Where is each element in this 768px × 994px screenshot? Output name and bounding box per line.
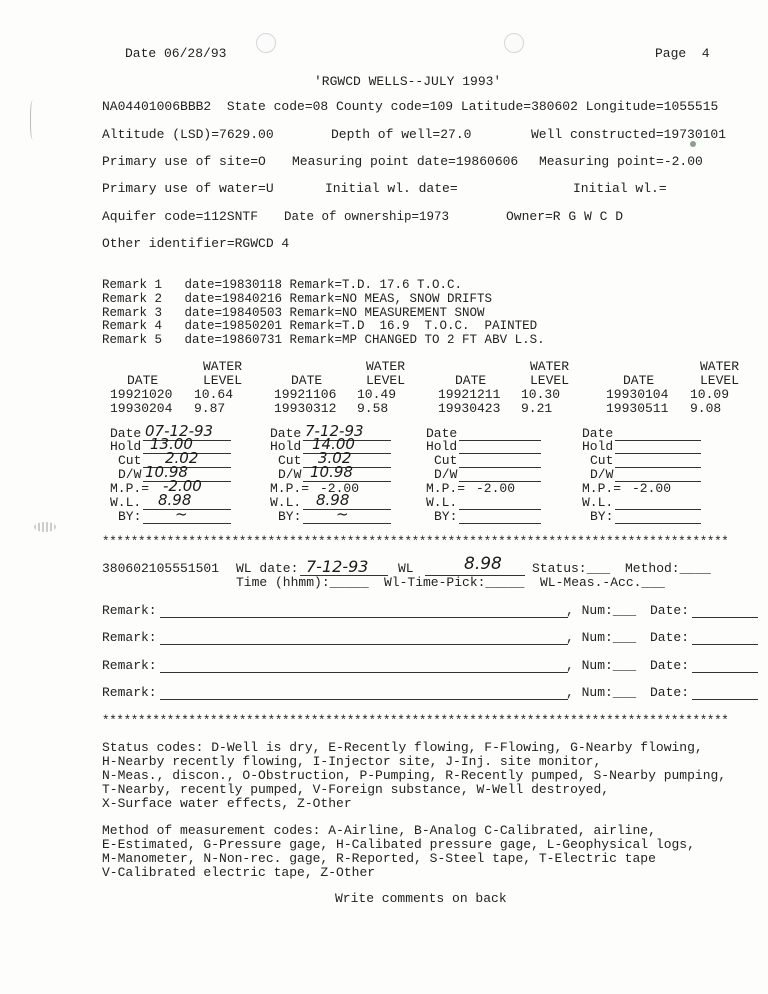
punch-hole-right (504, 33, 524, 53)
form3-cut-label: Cut (434, 453, 458, 468)
remark-num[interactable]: , Num:___ (566, 630, 637, 645)
initial-wl: Initial wl.= (573, 181, 667, 196)
wl-date-cell: 19930104 (606, 387, 669, 402)
wl-date-cell: 19930204 (110, 401, 173, 416)
report-date: Date 06/28/93 (125, 46, 227, 61)
form4-cut-label: Cut (590, 453, 614, 468)
form2-wl-value[interactable]: 8.98 (316, 491, 350, 509)
wl-date-cell: 19921211 (438, 387, 501, 402)
form1-cut-label: Cut (118, 453, 142, 468)
remark-label: Remark: (102, 630, 157, 645)
wl-date-cell: 19930423 (438, 401, 501, 416)
form4-date-line (615, 440, 701, 441)
form4-wl-label: W.L. (582, 495, 614, 510)
head-date-2: DATE (291, 373, 323, 388)
method-codes-line: Method of measurement codes: A-Airline, B-Analog C-Calibrated, airline, (102, 823, 656, 838)
form2-by-initials[interactable]: ~ (336, 505, 349, 523)
primary-use-site: Primary use of site=O (102, 154, 266, 169)
head-date-4: DATE (623, 373, 655, 388)
form3-date-label: Date (426, 426, 458, 441)
form4-by-line (615, 523, 701, 524)
status-codes-line: X-Surface water effects, Z-Other (102, 796, 352, 811)
well-id-line: NA04401006BBB2 State code=08 County code=109 Latitude=380602 Longitude=1055515 (102, 99, 719, 114)
form1-mp-value[interactable]: -2.00 (163, 477, 202, 495)
wl-level-cell: 10.30 (521, 387, 561, 402)
head-level-4: LEVEL (700, 373, 740, 388)
scan-mark-left (30, 100, 37, 140)
form1-mp-label: M.P.= (110, 481, 150, 496)
remark-date-input-1[interactable] (692, 617, 758, 618)
form1-hold-label: Hold (110, 439, 142, 454)
remark-label: Remark: (102, 603, 157, 618)
remark-date-label: Date: (650, 630, 690, 645)
head-water-3: WATER (530, 359, 570, 374)
remark-5: Remark 5 date=19860731 Remark=MP CHANGED TO 2 FT ABV L.S. (102, 333, 545, 347)
wl-meas-acc-field[interactable]: WL-Meas.-Acc.___ (540, 575, 665, 590)
form3-hold-label: Hold (426, 439, 458, 454)
remark-1: Remark 1 date=19830118 Remark=T.D. 17.6 T.O.C. (102, 278, 463, 292)
wl-level-cell: 9.58 (357, 401, 389, 416)
remark-input-2[interactable] (160, 644, 568, 645)
remark-label: Remark: (102, 685, 157, 700)
remark-3: Remark 3 date=19840503 Remark=NO MEASUREMENT SNOW (102, 306, 485, 320)
form1-wl-label: W.L. (110, 495, 142, 510)
head-date-1: DATE (127, 373, 159, 388)
site-id: 380602105551501 (102, 561, 220, 576)
method-codes-line: E-Estimated, G-Pressure gage, H-Calibated pressure gage, L-Geophysical logs, (102, 837, 695, 852)
other-identifier: Other identifier=RGWCD 4 (102, 236, 290, 251)
remark-input-4[interactable] (160, 699, 568, 700)
head-level-2: LEVEL (366, 373, 406, 388)
form1-hold-value[interactable]: 13.00 (150, 435, 193, 453)
status-field[interactable]: Status:___ (532, 561, 611, 576)
form1-by-line (143, 523, 231, 524)
form2-dw-label: D/W (278, 467, 302, 482)
form4-by-label: BY: (590, 509, 614, 524)
remark-input-1[interactable] (160, 617, 568, 618)
remark-date-input-4[interactable] (692, 699, 758, 700)
head-level-3: LEVEL (530, 373, 570, 388)
form4-mp-value: -2.00 (632, 481, 672, 496)
form4-dw-label: D/W (590, 467, 614, 482)
form3-dw-label: D/W (434, 467, 458, 482)
form2-mp-label: M.P.= (270, 481, 310, 496)
well-constructed: Well constructed=19730101 (531, 127, 727, 142)
star-divider-bottom: *************************************************************************************** (102, 714, 729, 728)
form3-by-line (459, 523, 541, 524)
form4-cut-line (615, 467, 701, 468)
method-field[interactable]: Method:____ (625, 561, 711, 576)
star-divider-top: *************************************************************************************** (102, 535, 729, 549)
remark-2: Remark 2 date=19840216 Remark=NO MEAS, SNOW DRIFTS (102, 292, 493, 306)
head-water-4: WATER (700, 359, 740, 374)
form3-cut-line (459, 467, 541, 468)
form2-cut-value[interactable]: 3.02 (318, 449, 352, 467)
depth-of-well: Depth of well=27.0 (331, 127, 472, 142)
wl-time-pick-field[interactable]: Wl-Time-Pick:_____ (384, 575, 525, 590)
status-codes-line: Status codes: D-Well is dry, E-Recently flowing, F-Flowing, G-Nearby flowing, (102, 740, 703, 755)
owner: Owner=R G W C D (506, 209, 624, 224)
status-codes-line: N-Meas., discon., O-Obstruction, P-Pumping, R-Recently pumped, S-Nearby pumping, (102, 768, 727, 783)
initial-wl-date: Initial wl. date= (325, 181, 458, 196)
form3-wl-line (459, 509, 541, 510)
remark-num[interactable]: , Num:___ (566, 603, 637, 618)
form2-by-line (303, 523, 391, 524)
form4-wl-line (615, 509, 701, 510)
form2-dw-value[interactable]: 10.98 (310, 463, 353, 481)
form1-date-value[interactable]: 07-12-93 (145, 422, 214, 440)
wl-level-cell: 9.87 (194, 401, 226, 416)
form1-wl-value[interactable]: 8.98 (158, 491, 192, 509)
measuring-point: Measuring point=-2.00 (539, 154, 703, 169)
aquifer-code: Aquifer code=112SNTF (102, 209, 259, 224)
form4-hold-line (615, 453, 701, 454)
form3-mp-label: M.P.= (426, 481, 466, 496)
form2-by-label: BY: (278, 509, 302, 524)
status-codes-line: T-Nearby, recently pumped, V-Foreign substance, W-Well destroyed, (102, 782, 610, 797)
remark-4: Remark 4 date=19850201 Remark=T.D 16.9 T.O.C. PAINTED (102, 319, 538, 333)
form2-mp-value: -2.00 (320, 481, 360, 496)
ownership-date: Date of ownership=1973 (284, 210, 450, 224)
remark-label: Remark: (102, 658, 157, 673)
form2-hold-value[interactable]: 14.00 (312, 435, 355, 453)
time-field[interactable]: Time (hhmm):_____ (236, 575, 369, 590)
wl-level-cell: 9.08 (690, 401, 722, 416)
wl-date-label: WL date: (236, 561, 299, 576)
form3-hold-line (459, 453, 541, 454)
form3-mp-value: -2.00 (476, 481, 516, 496)
altitude: Altitude (LSD)=7629.00 (102, 127, 274, 142)
wl-level-cell: 10.64 (194, 387, 234, 402)
head-date-3: DATE (455, 373, 487, 388)
remark-date-label: Date: (650, 603, 690, 618)
form4-date-label: Date (582, 426, 614, 441)
status-codes-line: H-Nearby recently flowing, I-Injector site, J-Inj. site monitor, (102, 754, 602, 769)
remark-input-3[interactable] (160, 672, 568, 673)
method-codes-line: V-Calibrated electric tape, Z-Other (102, 865, 376, 880)
form2-wl-label: W.L. (270, 495, 302, 510)
form2-date-label: Date (270, 426, 302, 441)
remark-date-input-2[interactable] (692, 644, 758, 645)
wl-label: WL (398, 561, 414, 576)
remark-date-label: Date: (650, 658, 690, 673)
remark-date-label: Date: (650, 685, 690, 700)
remark-date-input-3[interactable] (692, 672, 758, 673)
form1-dw-label: D/W (118, 467, 142, 482)
form3-by-label: BY: (434, 509, 458, 524)
form1-cut-value[interactable]: 2.02 (165, 449, 199, 467)
form4-hold-label: Hold (582, 439, 614, 454)
form2-date-value[interactable]: 7-12-93 (305, 422, 364, 440)
wl-level-cell: 10.49 (357, 387, 397, 402)
method-codes-line: M-Manometer, N-Non-rec. gage, R-Reported, S-Steel tape, T-Electric tape (102, 851, 656, 866)
form3-wl-label: W.L. (426, 495, 458, 510)
wl-level-cell: 10.09 (690, 387, 730, 402)
wl-date-cell: 19930312 (274, 401, 337, 416)
remark-num[interactable]: , Num:___ (566, 658, 637, 673)
head-level-1: LEVEL (203, 373, 243, 388)
wl-date-cell: 19921020 (110, 387, 173, 402)
page-number: Page 4 (655, 46, 710, 61)
wl-date-value[interactable]: 7-12-93 (306, 557, 369, 576)
form2-cut-label: Cut (278, 453, 302, 468)
measuring-point-date: Measuring point date=19860606 (292, 154, 519, 169)
form3-date-line (459, 440, 541, 441)
head-water-1: WATER (203, 359, 243, 374)
form1-by-label: BY: (118, 509, 142, 524)
form1-dw-value[interactable]: 10.98 (145, 463, 188, 481)
report-title: 'RGWCD WELLS--JULY 1993' (314, 74, 502, 89)
punch-hole-left (256, 33, 276, 53)
form4-mp-label: M.P.= (582, 481, 622, 496)
scan-noise-left (34, 522, 56, 532)
primary-use-water: Primary use of water=U (102, 181, 274, 196)
wl-level-cell: 9.21 (521, 401, 553, 416)
remark-num[interactable]: , Num:___ (566, 685, 637, 700)
wl-date-cell: 19921106 (274, 387, 337, 402)
wl-date-cell: 19930511 (606, 401, 669, 416)
head-water-2: WATER (366, 359, 406, 374)
write-comments-note: Write comments on back (335, 891, 507, 906)
wl-value[interactable]: 8.98 (464, 554, 502, 574)
form1-by-initials[interactable]: ~ (175, 505, 188, 523)
form2-hold-label: Hold (270, 439, 302, 454)
form1-date-label: Date (110, 426, 142, 441)
